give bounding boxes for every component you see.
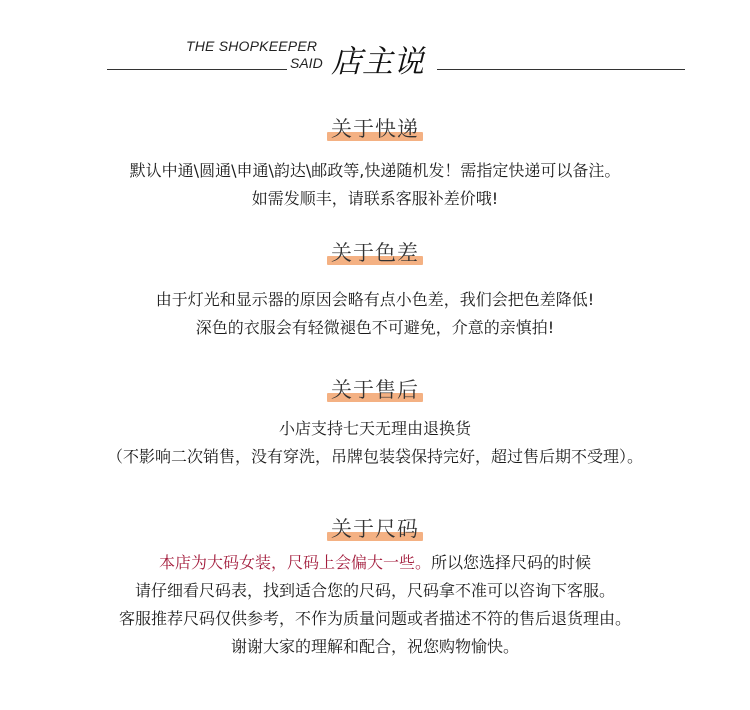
page-header: [0, 0, 750, 80]
section-title-size: [0, 515, 750, 549]
body-line: （不影响二次销售，没有穿洗，吊牌包装袋保持完好，超过售后期不受理）。: [106, 447, 643, 466]
section-title-aftersale: [0, 376, 750, 410]
title-wrap: [327, 115, 423, 143]
body-line: 默认中通\圆通\申通\韵达\邮政等,快递随机发！需指定快递可以备注。: [129, 161, 621, 180]
section-heading: 关于售后: [331, 378, 419, 402]
body-line: 客服推荐尺码仅供参考，不作为质量问题或者描述不符的售后退货理由。: [118, 609, 631, 628]
title-wrap: [327, 376, 423, 404]
section-heading: 关于尺码: [331, 517, 419, 541]
size-line1-rest: 所以您选择尺码的时候: [431, 553, 592, 572]
title-wrap: [327, 515, 423, 543]
header-chinese-title: 店主说: [331, 44, 424, 80]
body-line: 如需发顺丰，请联系客服补差价哦!: [251, 189, 499, 208]
body-line: 谢谢大家的理解和配合，祝您购物愉快。: [230, 637, 519, 656]
section-title-color: [0, 239, 750, 273]
header-rule-left: [107, 69, 287, 70]
size-highlight-text: 本店为大码女装，尺码上会偏大一些。: [158, 553, 431, 572]
body-line: 深色的衣服会有轻微褪色不可避免，介意的亲慎拍!: [195, 318, 555, 337]
body-line: 小店支持七天无理由退换货: [278, 419, 471, 438]
title-wrap: [327, 239, 423, 267]
header-english-line2: SAID: [290, 55, 323, 71]
body-line: 由于灯光和显示器的原因会略有点小色差，我们会把色差降低!: [155, 290, 595, 309]
section-title-shipping: [0, 115, 750, 149]
body-line-mixed: [0, 549, 750, 577]
header-english-line1: THE SHOPKEEPER: [186, 38, 318, 54]
section-body-aftersale: [0, 415, 750, 471]
section-body-shipping: [0, 157, 750, 213]
header-rule-right: [437, 69, 685, 70]
section-heading: 关于快递: [331, 117, 419, 141]
section-heading: 关于色差: [331, 241, 419, 265]
body-line: 请仔细看尺码表，找到适合您的尺码，尺码拿不准可以咨询下客服。: [134, 581, 615, 600]
section-body-size: [0, 549, 750, 661]
section-body-color: [0, 286, 750, 342]
